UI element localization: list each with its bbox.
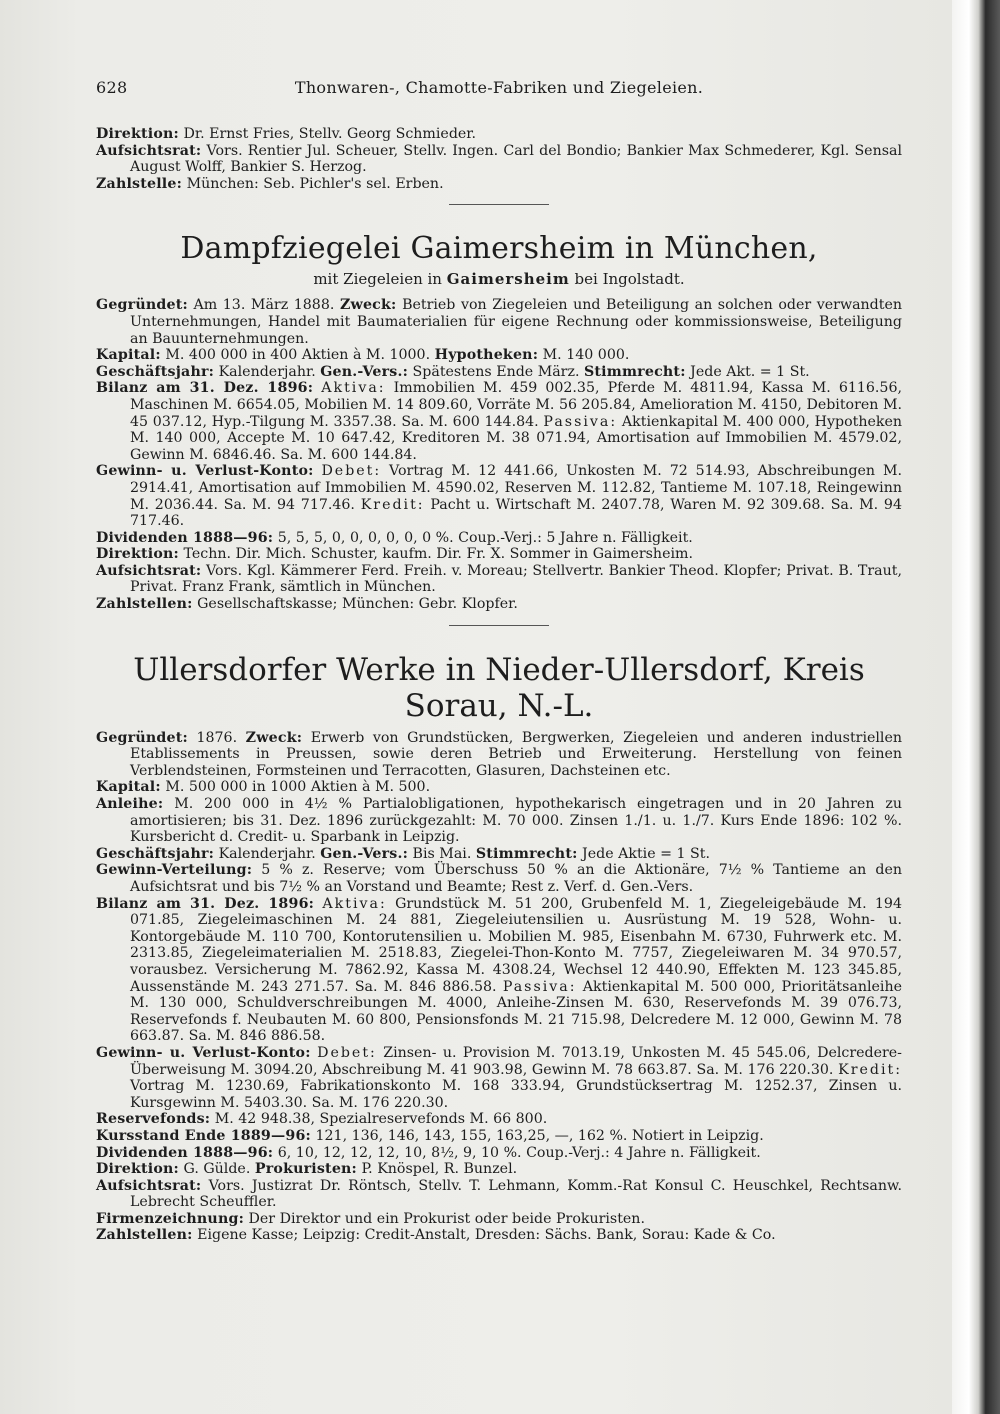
entry-direktion: Direktion: G. Gülde. Prokuristen: P. Knöspel, R. Bunzel. <box>96 1161 518 1178</box>
entry-gewinn-verlust: Gewinn- u. Verlust-Konto: Debet: Vortrag M. 12 441.66, Unkosten M. 72 514.93, Abschreibungen M. 2914.41, Amortisation auf Immobilien M. 4590.02, Reserven M. 112.82, Tantieme M. 107.18, Reingewinn M. 2036.44. Sa. M. 94 717.46. Kredit: Pacht u. Wirtschaft M. 2407.78, Waren M. 92 309.68. Sa. M. 94 717.46. <box>96 463 902 530</box>
entry-firmenzeichnung: Firmenzeichnung: Der Direktor und ein Prokurist oder beide Prokuristen. <box>96 1210 645 1227</box>
entry-geschaeftsjahr: Geschäftsjahr: Kalenderjahr. Gen.-Vers.: Spätestens Ende März. Stimmrecht: Jede Akt. = 1 St. <box>96 363 810 380</box>
company-title: Dampfziegelei Gaimersheim in München, <box>180 231 818 267</box>
entry-dividenden: Dividenden 1888—96: 6, 10, 12, 12, 12, 10, 8½, 9, 10 %. Coup.-Verj.: 4 Jahre n. Fälligkeit. <box>96 1144 761 1161</box>
entry-aufsichtsrat: Aufsichtsrat: Vors. Justizrat Dr. Röntsch, Stellv. T. Lehmann, Komm.-Rat Konsul C. Heuschkel, Rechtsanw. Lebrecht Scheuffler. <box>96 1177 902 1211</box>
entry-zahlstellen: Zahlstellen: Eigene Kasse; Leipzig: Credit-Anstalt, Dresden: Sächs. Bank, Sorau: Kade & Co. <box>96 1227 776 1244</box>
entry-gegruendet: Gegründet: 1876. Zweck: Erwerb von Grundstücken, Bergwerken, Ziegeleien und anderen industriellen Etablissements in Preussen, sowie deren Betrieb und Erweiterung. Herstellung von feinen Verblendsteinen, Formsteinen und Terracotten, Glasuren, Dachsteinen etc. <box>96 729 902 779</box>
entry-gewinn-verteilung: Gewinn-Verteilung: 5 % z. Reserve; vom Überschuss 50 % an die Aktionäre, 7½ % Tantieme an den Aufsichtsrat und bis 7½ % an Vorstand und Beamte; Rest z. Verf. d. Gen.-Vers. <box>96 862 902 895</box>
prev-zahlstelle: Zahlstelle: München: Seb. Pichler's sel. Erben. <box>96 175 444 192</box>
entry-bilanz: Bilanz am 31. Dez. 1896: Aktiva: Immobilien M. 459 002.35, Pferde M. 4811.94, Kassa M. 6116.56, Maschinen M. 6654.05, Mobilien M. 14 809.60, Vorräte M. 56 205.84, Amelioration M. 4150, Debitoren M. 45 037.12, Hyp.-Tilgung M. 3357.38. Sa. M. 600 144.84. Passiva: Aktienkapital M. 400 000, Hypotheken M. 140 000, Accepte M. 10 647.42, Kreditoren M. 38 071.94, Amortisation auf Immobilien M. 4579.02, Gewinn M. 6846.46. Sa. M. 600 144.84. <box>96 380 902 463</box>
entry-kapital: Kapital: M. 500 000 in 1000 Aktien à M. 500. <box>96 779 431 796</box>
prev-aufsichtsrat: Aufsichtsrat: Vors. Rentier Jul. Scheuer, Stellv. Ingen. Carl del Bondio; Bankier Max Schmederer, Kgl. Sensal August Wolff, Bankier S. Herzog. <box>96 142 902 176</box>
company-entry-ullersdorfer <box>96 652 902 1244</box>
entry-kapital: Kapital: M. 400 000 in 400 Aktien à M. 1000. Hypotheken: M. 140 000. <box>96 347 630 364</box>
entry-geschaeftsjahr: Geschäftsjahr: Kalenderjahr. Gen.-Vers.: Bis Mai. Stimmrecht: Jede Aktie = 1 St. <box>96 845 710 862</box>
running-title: Thonwaren-, Chamotte-Fabriken und Ziegeleien. <box>294 78 704 97</box>
company-title: Ullersdorfer Werke in Nieder-Ullersdorf, Kreis Sorau, N.-L. <box>133 651 865 724</box>
company-subtitle: mit Ziegeleien in Gaimersheim bei Ingolstadt. <box>313 270 685 289</box>
entry-direktion: Direktion: Techn. Dir. Mich. Schuster, kaufm. Dir. Fr. X. Sommer in Gaimersheim. <box>96 546 693 563</box>
previous-entry-tail <box>96 126 902 192</box>
entry-gewinn-verlust: Gewinn- u. Verlust-Konto: Debet: Zinsen- u. Provision M. 7013.19, Unkosten M. 45 545.06, Delcredere-Überweisung M. 3094.20, Abschreibung M. 41 903.98, Gewinn M. 78 663.87. Sa. M. 176 220.30. Kredit: Vortrag M. 1230.69, Fabrikationskonto M. 168 333.94, Grundstücksertrag M. 1252.37, Zinsen u. Kursgewinn M. 5403.30. Sa. M. 176 220.30. <box>96 1044 902 1111</box>
separator-rule <box>449 204 549 205</box>
entry-anleihe: Anleihe: M. 200 000 in 4½ % Partialobligationen, hypothekarisch eingetragen und in 20 Jahren zu amortisieren; bis 31. Dez. 1896 zurückgezahlt: M. 70 000. Zinsen 1./1. u. 1./7. Kurs Ende 1896: 102 %. Kursbericht d. Credit- u. Sparbank in Leipzig. <box>96 796 902 846</box>
entry-zahlstellen: Zahlstellen: Gesellschaftskasse; München: Gebr. Klopfer. <box>96 596 518 613</box>
prev-direktion: Direktion: Dr. Ernst Fries, Stellv. Georg Schmieder. <box>96 126 477 142</box>
company-entry-dampfziegelei <box>96 231 902 612</box>
entry-kursstand: Kursstand Ende 1889—96: 121, 136, 146, 143, 155, 163,25, —, 162 %. Notiert in Leipzig. <box>96 1127 764 1144</box>
entry-aufsichtsrat: Aufsichtsrat: Vors. Kgl. Kämmerer Ferd. Freih. v. Moreau; Stellvertr. Bankier Theod. Klopfer; Privat. B. Traut, Privat. Franz Frank, sämtlich in München. <box>96 562 902 596</box>
page-content <box>96 78 902 1244</box>
entry-dividenden: Dividenden 1888—96: 5, 5, 5, 0, 0, 0, 0, 0, 0 %. Coup.-Verj.: 5 Jahre n. Fälligkeit. <box>96 529 693 546</box>
page-number: 628 <box>96 78 128 97</box>
entry-bilanz: Bilanz am 31. Dez. 1896: Aktiva: Grundstück M. 51 200, Grubenfeld M. 1, Ziegeleigebäude M. 194 071.85, Ziegeleimaschinen M. 24 881, Ziegeleiutensilien u. Ausrüstung M. 19 528, Wohn- u. Kontorgebäude M. 110 700, Kontorutensilien u. Mobilien M. 985, Eisenbahn M. 6730, Fuhrwerk etc. M. 2313.85, Ziegeleimaterialien M. 2518.83, Ziegelei-Thon-Konto M. 7757, Ziegeleiwaren M. 34 970.57, vorausbez. Versicherung M. 7862.92, Kassa M. 4308.24, Wechsel 12 440.90, Effekten M. 123 345.85, Aussenstände M. 243 271.57. Sa. M. 846 886.58. Passiva: Aktienkapital M. 500 000, Prioritätsanleihe M. 130 000, Schuldverschreibungen M. 4000, Anleihe-Zinsen M. 630, Reservefonds M. 39 076.73, Reservefonds f. Neubauten M. 60 800, Pensionsfonds M. 21 715.98, Delcredere M. 12 000, Gewinn M. 78 663.87. Sa. M. 846 886.58. <box>96 895 902 1045</box>
entry-gegruendet: Gegründet: Am 13. März 1888. Zweck: Betrieb von Ziegeleien und Beteiligung an solchen oder verwandten Unternehmungen, Handel mit Baumaterialien für eigene Rechnung oder kommissionsweise, Beteiligung an Bauunternehmungen. <box>96 297 902 347</box>
entry-reservefonds: Reservefonds: M. 42 948.38, Spezialreservefonds M. 66 800. <box>96 1111 548 1128</box>
running-header <box>96 78 902 108</box>
page-edge-shadow <box>952 0 1000 1414</box>
separator-rule <box>449 625 549 626</box>
